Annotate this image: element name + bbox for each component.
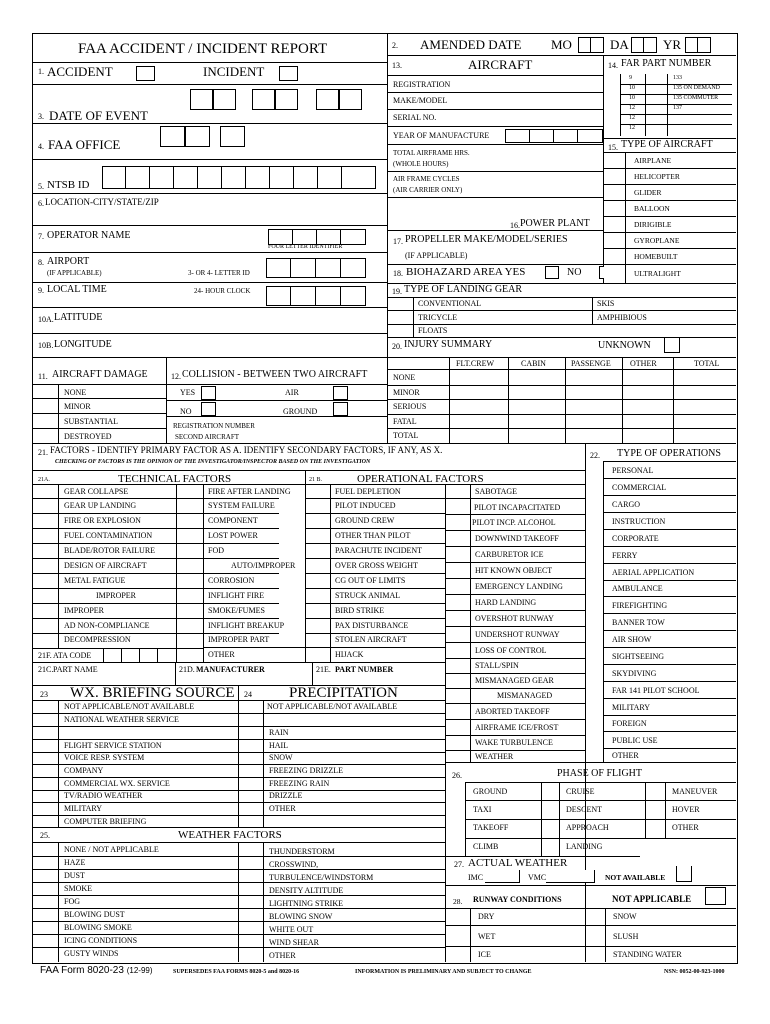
- runway-not-applicable-label: NOT APPLICABLE: [612, 894, 692, 904]
- date-da-box[interactable]: [252, 89, 275, 110]
- preliminary-note: INFORMATION IS PRELIMINARY AND SUBJECT TO CHANGE: [355, 969, 532, 975]
- field-number: 9.: [38, 286, 44, 295]
- aircraft-type-gyroplane: GYROPLANE: [634, 236, 680, 245]
- field-number: 21F.: [38, 651, 52, 660]
- weather-factors-heading: WEATHER FACTORS: [178, 829, 282, 841]
- vmc-checkbox[interactable]: [546, 870, 595, 883]
- phase-of-flight-heading: PHASE OF FLIGHT: [557, 768, 643, 779]
- injury-row-serious: SERIOUS: [393, 402, 427, 411]
- nsn-number: NSN: 0052-00-923-1000: [664, 969, 725, 975]
- incident-label: INCIDENT: [203, 64, 265, 79]
- phase-cruise: CRUISE: [566, 787, 595, 796]
- runway-ice: ICE: [478, 950, 491, 959]
- collision-air-label: AIR: [285, 388, 299, 397]
- power-plant-label: POWER PLANT: [520, 218, 590, 229]
- aircraft-type-helicopter: HELICOPTER: [634, 172, 680, 181]
- aircraft-type-airplane: AIRPLANE: [634, 156, 672, 165]
- latitude-label: LATITUDE: [54, 312, 103, 323]
- date-yr-box[interactable]: [316, 89, 339, 110]
- phase-ground: GROUND: [473, 787, 508, 796]
- accident-label: ACCIDENT: [47, 64, 113, 79]
- field-number: 21 B.: [309, 477, 323, 483]
- runway-slush: SLUSH: [613, 932, 639, 941]
- gear-conventional: CONVENTIONAL: [418, 299, 482, 308]
- local-time-boxes[interactable]: [266, 286, 366, 306]
- technical-factors-col1: GEAR COLLAPSE GEAR UP LANDING FIRE OR EXPLOSION FUEL CONTAMINATION BLADE/ROTOR FAILURE DESIGN OF AIRCRAFT METAL FATIGUE IMPROPER IMPROPER AD NON-COMPLIANCE DECOMPRESSION: [58, 484, 176, 662]
- aircraft-type-homebuilt: HOMEBUILT: [634, 252, 678, 261]
- collision-ground-checkbox[interactable]: [333, 402, 348, 416]
- operations-list: PERSONAL COMMERCIAL CARGO INSTRUCTION CORPORATE FERRY AERIAL APPLICATION AMBULANCE FIREFIGHTING BANNER TOW AIR SHOW SIGHTSEEING SKYDIVING FAR 141 PILOT SCHOOL MILITARY FOREIGN PUBLIC USE OTHER: [603, 461, 736, 762]
- amended-da-box[interactable]: [631, 37, 657, 53]
- amended-mo-box[interactable]: [578, 37, 604, 53]
- technical-factors-col2: FIRE AFTER LANDING SYSTEM FAILURE COMPONENT LOST POWER FOD AUTO/IMPROPER CORROSION INFLIGHT FIRE SMOKE/FUMES INFLIGHT BREAKUP IMPROPER PART OTHER: [203, 484, 305, 662]
- field-number: 11.: [38, 372, 48, 381]
- field-number: 18.: [393, 269, 403, 278]
- phase-taxi: TAXI: [473, 805, 492, 814]
- biohazard-label: BIOHAZARD AREA YES: [406, 266, 526, 278]
- part-name-label: PART NAME: [53, 665, 98, 674]
- weather-factors-col1: NONE / NOT APPLICABLE HAZE DUST SMOKE FOG BLOWING DUST BLOWING SMOKE ICING CONDITIONS GUSTY WINDS: [58, 842, 238, 962]
- incident-checkbox[interactable]: [279, 66, 298, 81]
- second-aircraft-label: SECOND AIRCRAFT: [175, 433, 239, 441]
- field-number: 6.: [38, 199, 44, 208]
- landing-gear-heading: TYPE OF LANDING GEAR: [404, 284, 523, 295]
- form-revision: (12-99): [126, 966, 153, 975]
- gear-amphibious: AMPHIBIOUS: [597, 313, 647, 322]
- precipitation-heading: PRECIPITATION: [289, 685, 398, 701]
- runway-na-checkbox[interactable]: [705, 887, 726, 905]
- make-model-label: MAKE/MODEL: [393, 96, 448, 105]
- injury-unknown-label: UNKNOWN: [598, 340, 651, 351]
- date-mo-box[interactable]: [190, 89, 213, 110]
- amended-mo-label: MO: [551, 37, 572, 52]
- imc-label: IMC: [468, 873, 484, 882]
- faa-office-box3[interactable]: [220, 126, 245, 147]
- phase-takeoff: TAKEOFF: [473, 823, 509, 832]
- aircraft-type-ultralight: ULTRALIGHT: [634, 269, 681, 278]
- field-number: 28.: [453, 897, 463, 906]
- serial-no-label: SERIAL NO.: [393, 113, 437, 122]
- phase-approach: APPROACH: [566, 823, 609, 832]
- biohazard-no-checkbox[interactable]: [599, 266, 604, 279]
- injury-summary-heading: INJURY SUMMARY: [404, 339, 493, 350]
- runway-snow: SNOW: [613, 912, 637, 921]
- field-number: 19.: [392, 287, 402, 296]
- field-number: 2.: [392, 41, 398, 50]
- airport-id-label: 3- OR 4- LETTER ID: [188, 269, 250, 277]
- faa-office-box1[interactable]: [160, 126, 185, 147]
- faa-office-label: FAA OFFICE: [48, 137, 121, 152]
- field-number: 20.: [392, 342, 402, 351]
- not-available-label: NOT AVAILABLE: [605, 873, 666, 882]
- phase-hover: HOVER: [672, 805, 700, 814]
- collision-yes-checkbox[interactable]: [201, 386, 216, 400]
- amended-yr-label: YR: [663, 37, 682, 52]
- year-manufacture-label: YEAR OF MANUFACTURE: [393, 131, 490, 140]
- airframe-cycles-label: AIR FRAME CYCLES: [393, 175, 460, 183]
- clock-label: 24- HOUR CLOCK: [194, 287, 251, 295]
- field-number: 15.: [608, 143, 618, 152]
- operational-factors-heading: OPERATIONAL FACTORS: [357, 473, 484, 485]
- part-number-label: PART NUMBER: [335, 665, 394, 674]
- field-number: 3.: [38, 112, 44, 121]
- runway-dry: DRY: [478, 912, 495, 921]
- aircraft-type-glider: GLIDER: [634, 188, 662, 197]
- field-number: 21A.: [38, 477, 50, 483]
- field-number: 13.: [392, 61, 402, 70]
- operator-name-label: OPERATOR NAME: [47, 230, 131, 241]
- field-number: 4.: [38, 142, 44, 151]
- technical-factors-heading: TECHNICAL FACTORS: [118, 473, 232, 485]
- airport-id-boxes[interactable]: [266, 258, 366, 278]
- ntsb-id-boxes[interactable]: [102, 166, 376, 189]
- registration-label: REGISTRATION: [393, 80, 451, 89]
- imc-checkbox[interactable]: [485, 870, 520, 883]
- injury-row-fatal: FATAL: [393, 417, 417, 426]
- weather-factors-col2: THUNDERSTORM CROSSWIND, TURBULENCE/WINDSTORM DENSITY ALTITUDE LIGHTNING STRIKE BLOWING SNOW WHITE OUT WIND SHEAR OTHER: [269, 847, 374, 960]
- amended-yr-box[interactable]: [685, 37, 711, 53]
- actual-weather-heading: ACTUAL WEATHER: [468, 857, 568, 869]
- wx-briefing-heading: WX. BRIEFING SOURCE: [70, 685, 235, 701]
- field-number: 5.: [38, 182, 44, 191]
- vmc-label: VMC: [528, 873, 547, 882]
- location-label: LOCATION-CITY/STATE/ZIP: [45, 197, 159, 207]
- faa-office-box2[interactable]: [185, 126, 210, 147]
- field-number: 8.: [38, 258, 44, 267]
- year-boxes[interactable]: [505, 129, 603, 143]
- runway-conditions-heading: RUNWAY CONDITIONS: [473, 895, 562, 904]
- phase-climb: CLIMB: [473, 842, 499, 851]
- damage-none: NONE: [64, 388, 87, 397]
- collision-ground-label: GROUND: [283, 407, 318, 416]
- registration-number-label: REGISTRATION NUMBER: [173, 422, 255, 430]
- field-number: 26.: [452, 771, 462, 780]
- injury-col-total: TOTAL: [694, 359, 720, 368]
- phase-landing: LANDING: [566, 842, 603, 851]
- accident-checkbox[interactable]: [136, 66, 155, 81]
- gear-floats: FLOATS: [418, 326, 448, 335]
- ntsb-id-label: NTSB ID: [47, 179, 90, 191]
- field-number: 21E.: [316, 665, 331, 674]
- runway-wet: WET: [478, 932, 496, 941]
- injury-col-flight-crew: FLT.CREW: [456, 359, 495, 368]
- injury-row-minor: MINOR: [393, 388, 420, 397]
- field-number: 21.: [38, 448, 48, 457]
- damage-substantial: SUBSTANTIAL: [64, 417, 119, 426]
- whole-hours-label: (WHOLE HOURS): [393, 160, 449, 168]
- injury-col-passenger: PASSENGE: [571, 359, 611, 368]
- aircraft-damage-heading: AIRCRAFT DAMAGE: [52, 369, 148, 380]
- collision-yes-label: YES: [180, 388, 196, 397]
- amended-date-label: AMENDED DATE: [420, 37, 522, 52]
- field-number: 22.: [590, 451, 600, 460]
- field-number: 1.: [38, 67, 44, 76]
- local-time-label: LOCAL TIME: [47, 284, 107, 295]
- damage-destroyed: DESTROYED: [64, 432, 112, 441]
- field-number: 21D.: [179, 665, 195, 674]
- type-of-operations-heading: TYPE OF OPERATIONS: [617, 448, 721, 459]
- field-number: 12.: [171, 372, 181, 381]
- date-yr-box2[interactable]: [339, 89, 362, 110]
- ata-code-boxes[interactable]: [103, 648, 177, 663]
- field-number: 16.: [510, 221, 520, 230]
- wx-briefing-list: NOT APPLICABLE/NOT AVAILABLE NATIONAL WEATHER SERVICE FLIGHT SERVICE STATION VOICE RESP. SYSTEM COMPANY COMMERCIAL WX. SERVICE TV/RADIO WEATHER MILITARY COMPUTER BRIEFING: [58, 700, 238, 827]
- biohazard-yes-checkbox[interactable]: [545, 266, 559, 279]
- field-number: 17.: [393, 237, 403, 246]
- far-part-heading: FAR PART NUMBER: [621, 58, 712, 69]
- phase-other: OTHER: [672, 823, 699, 832]
- injury-row-total: TOTAL: [393, 431, 419, 440]
- field-number: 23: [40, 690, 48, 699]
- injury-col-cabin: CABIN: [521, 359, 546, 368]
- date-of-event-label: DATE OF EVENT: [49, 108, 148, 123]
- manufacturer-label: MANUFACTURER: [196, 665, 265, 674]
- operational-factors-col2: SABOTAGE PILOT INCAPACITATED PILOT INCP. ALCOHOL DOWNWIND TAKEOFF CARBURETOR ICE HIT KNOWN OBJECT EMERGENCY LANDING HARD LANDING OVERSHOT RUNWAY UNDERSHOT RUNWAY LOSS OF CONTROL STALL/SPIN MISMANAGED GEAR MISMANAGED ABORTED TAKEOFF AIRFRAME ICE/FROST WAKE TURBULENCE WEATHER: [470, 484, 585, 762]
- factors-heading: FACTORS - IDENTIFY PRIMARY FACTOR AS A. IDENTIFY SECONDARY FACTORS, IF ANY, AS X.: [50, 445, 443, 455]
- gear-skis: SKIS: [597, 299, 615, 308]
- phase-descent: DESCENT: [566, 805, 602, 814]
- runway-standing-water: STANDING WATER: [613, 950, 682, 959]
- propeller-label: PROPELLER MAKE/MODEL/SERIES: [405, 234, 568, 245]
- precipitation-list: NOT APPLICABLE/NOT AVAILABLE RAIN HAIL SNOW FREEZING DRIZZLE FREEZING RAIN DRIZZLE OTHER: [263, 700, 445, 827]
- field-number: 24: [244, 690, 252, 699]
- form-number: [40, 966, 153, 976]
- injury-unknown-checkbox[interactable]: [664, 337, 680, 353]
- field-number: 21C.: [38, 665, 54, 674]
- not-available-checkbox[interactable]: [676, 866, 692, 882]
- collision-heading: COLLISION - BETWEEN TWO AIRCRAFT: [182, 369, 368, 380]
- gear-tricycle: TRICYCLE: [418, 313, 458, 322]
- operational-factors-col1: FUEL DEPLETION PILOT INDUCED GROUND CREW OTHER THAN PILOT PARACHUTE INCIDENT OVER GROSS WEIGHT CG OUT OF LIMITS STRUCK ANIMAL BIRD STRIKE PAX DISTURBANCE STOLEN AIRCRAFT HIJACK: [330, 484, 445, 662]
- airport-label: AIRPORT: [47, 256, 90, 267]
- field-number: 7.: [38, 232, 44, 241]
- collision-no-checkbox[interactable]: [201, 402, 216, 416]
- field-number: 10A.: [38, 315, 54, 324]
- field-number: 14.: [608, 61, 618, 70]
- type-of-aircraft-heading: TYPE OF AIRCRAFT: [621, 139, 713, 150]
- field-number: 27.: [454, 860, 464, 869]
- far-part-table: 9 133 10 135 ON DEMAND 10 135 COMMUTER 12 137 12 12: [620, 74, 732, 136]
- field-number: 25.: [40, 831, 50, 840]
- amended-da-label: DA: [610, 37, 629, 52]
- air-carrier-only-label: (AIR CARRIER ONLY): [393, 186, 463, 194]
- divider-main: [387, 33, 388, 357]
- factors-note: CHECKING OF FACTORS IS THE OPINION OF THE INVESTIGATOR/INSPECTOR BASED ON THE INVESTIGATION: [55, 459, 371, 465]
- phase-maneuver: MANEUVER: [672, 787, 718, 796]
- biohazard-no-label: NO: [567, 267, 582, 278]
- injury-row-none: NONE: [393, 373, 416, 382]
- aircraft-type-balloon: BALLOON: [634, 204, 670, 213]
- total-airframe-hrs-label: TOTAL AIRFRAME HRS.: [393, 149, 470, 157]
- date-mo-box2[interactable]: [213, 89, 236, 110]
- aircraft-type-dirigible: DIRIGIBLE: [634, 220, 672, 229]
- date-da-box2[interactable]: [275, 89, 298, 110]
- injury-col-other: OTHER: [630, 359, 657, 368]
- ata-code-label: ATA CODE: [53, 651, 92, 660]
- form-title: FAA ACCIDENT / INCIDENT REPORT: [78, 41, 328, 57]
- operator-id-boxes[interactable]: [268, 229, 366, 245]
- damage-minor: MINOR: [64, 402, 91, 411]
- collision-air-checkbox[interactable]: [333, 386, 348, 400]
- supersedes-note: SUPERSEDES FAA FORMS 8020-5 and 8020-16: [173, 969, 300, 975]
- aircraft-heading: AIRCRAFT: [468, 57, 533, 72]
- longitude-label: LONGITUDE: [54, 339, 112, 350]
- airport-if-applicable: (IF APPLICABLE): [47, 269, 102, 277]
- four-letter-id-label: FOUR LETTER IDENTIFIER: [268, 244, 343, 250]
- propeller-if-applicable: (IF APPLICABLE): [405, 251, 468, 260]
- collision-no-label: NO: [180, 407, 192, 416]
- form-id: FAA Form 8020-23: [40, 965, 124, 976]
- field-number: 10B.: [38, 341, 54, 350]
